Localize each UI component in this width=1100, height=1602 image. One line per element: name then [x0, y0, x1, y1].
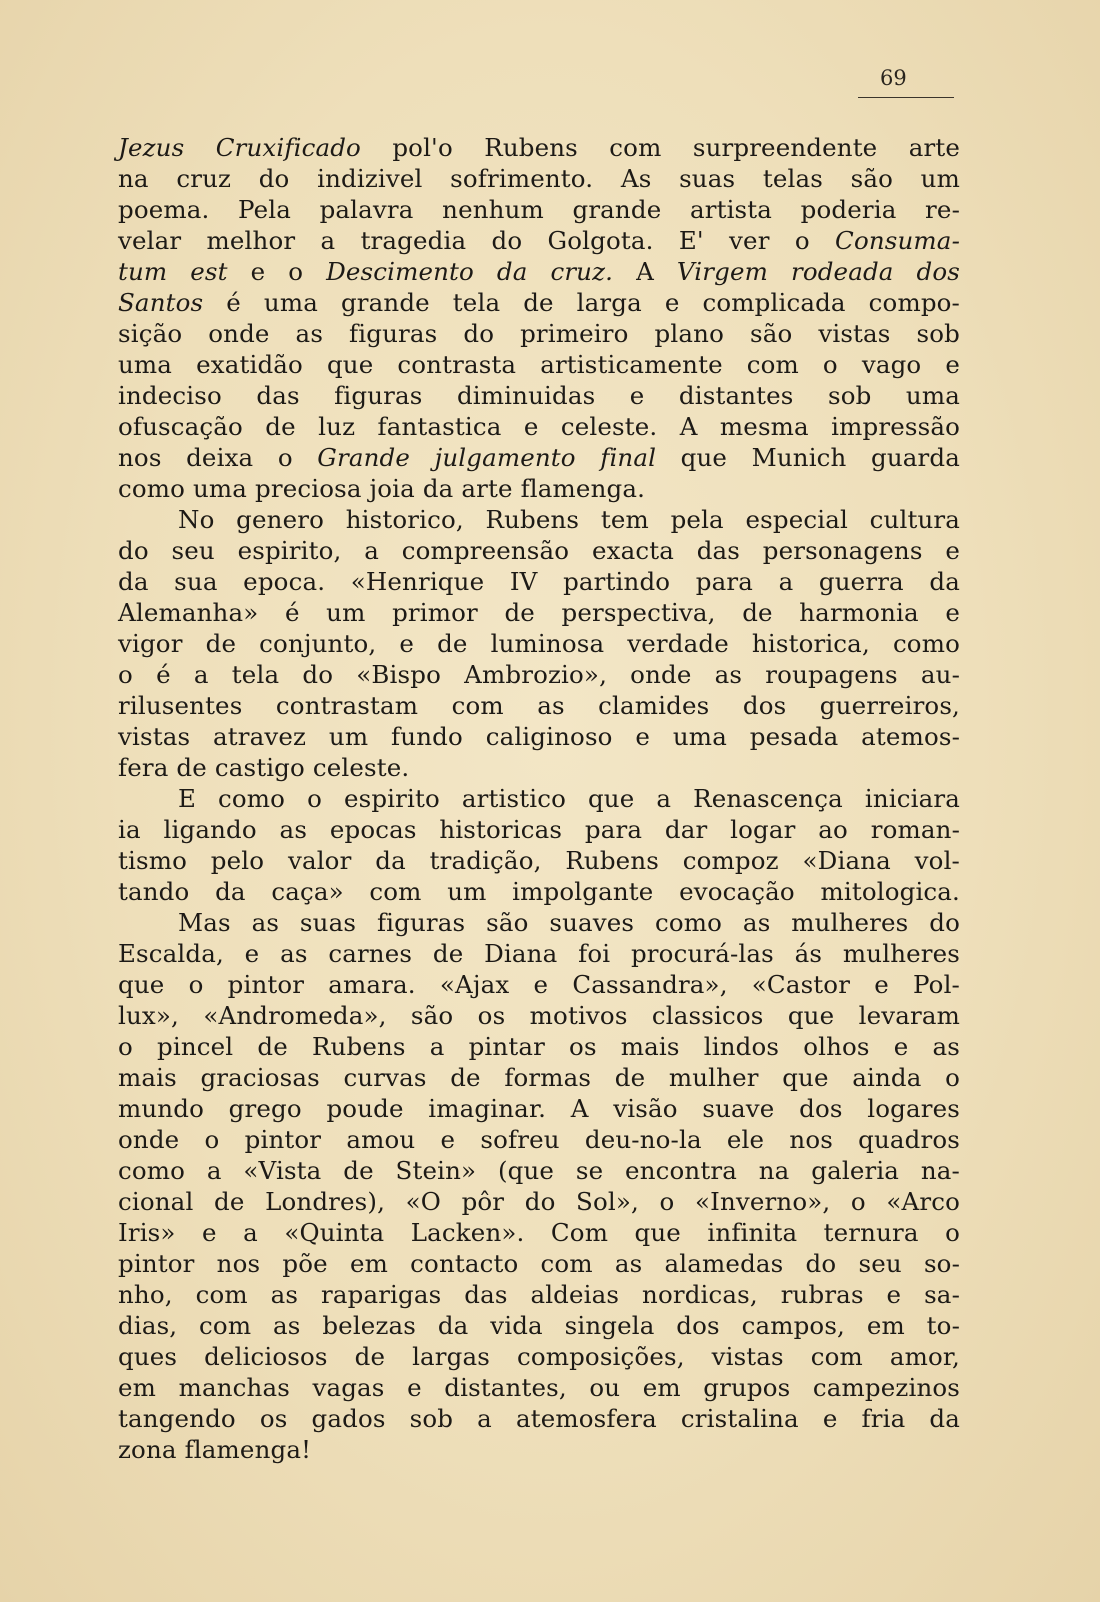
text-line — [118, 752, 960, 783]
text-line — [118, 659, 960, 690]
text-run: mundo grego poude imaginar. A visão suave dos logares — [118, 1094, 960, 1123]
text-line — [118, 1372, 960, 1403]
text-run: como a «Vista de Stein» (que se encontra na galeria na- — [118, 1156, 960, 1185]
text-run: ques deliciosos de largas composições, vistas com amor, — [118, 1342, 960, 1371]
text-run: ofuscação de luz fantastica e celeste. A mesma impressão — [118, 412, 960, 441]
text-run: que o pintor amara. «Ajax e Cassandra», «Castor e Pol- — [118, 970, 960, 999]
text-line — [118, 1062, 960, 1093]
text-run: pol'o Rubens com surpreendente arte — [360, 133, 960, 162]
text-line — [118, 1248, 960, 1279]
text-line — [118, 1124, 960, 1155]
text-run: lux», «Andromeda», são os motivos classicos que levaram — [118, 1001, 960, 1030]
page-number: 69 — [880, 66, 907, 90]
text-run: na cruz do indizivel sofrimento. As suas telas são um — [118, 164, 960, 193]
text-line — [118, 1031, 960, 1062]
text-run: tismo pelo valor da tradição, Rubens compoz «Diana vol- — [118, 846, 960, 875]
text-line — [118, 1217, 960, 1248]
text-run: No genero historico, Rubens tem pela especial cultura — [178, 505, 960, 534]
text-line — [118, 163, 960, 194]
text-run: que Munich guarda — [656, 443, 961, 472]
text-run: E como o espirito artistico que a Renascença iniciara — [178, 784, 960, 813]
text-run: nho, com as raparigas das aldeias nordicas, rubras e sa- — [118, 1280, 960, 1309]
text-run: ia ligando as epocas historicas para dar logar ao roman- — [118, 815, 960, 844]
text-run: rilusentes contrastam com as clamides dos guerreiros, — [118, 691, 960, 720]
text-line — [118, 256, 960, 287]
italic-title: Santos — [118, 288, 204, 317]
text-run: tando da caça» com um impolgante evocação mitologica. — [118, 877, 960, 906]
text-line — [118, 504, 960, 535]
text-line — [118, 1310, 960, 1341]
text-run: onde o pintor amou e sofreu deu-no-la ele nos quadros — [118, 1125, 960, 1154]
text-run: zona flamenga! — [118, 1435, 312, 1464]
text-line — [118, 194, 960, 225]
text-run: do seu espirito, a compreensão exacta das personagens e — [118, 536, 960, 565]
italic-title: Consuma- — [835, 226, 960, 255]
text-run: A — [613, 257, 677, 286]
text-line — [118, 938, 960, 969]
text-run: e o — [227, 257, 327, 286]
text-run: dias, com as belezas da vida singela dos campos, em to- — [118, 1311, 960, 1340]
text-line — [118, 318, 960, 349]
text-run: vigor de conjunto, e de luminosa verdade historica, como — [118, 629, 960, 658]
text-line — [118, 1434, 960, 1465]
text-line — [118, 411, 960, 442]
text-line — [118, 1341, 960, 1372]
italic-title: Grande julgamento final — [317, 443, 657, 472]
text-line — [118, 907, 960, 938]
text-run: fera de castigo celeste. — [118, 753, 410, 782]
text-run: vistas atravez um fundo caliginoso e uma pesada atemos- — [118, 722, 960, 751]
text-line — [118, 225, 960, 256]
italic-title: Descimento da cruz. — [326, 257, 614, 286]
text-line — [118, 1279, 960, 1310]
text-run: poema. Pela palavra nenhum grande artista poderia re- — [118, 195, 960, 224]
text-run: Escalda, e as carnes de Diana foi procurá-las ás mulheres — [118, 939, 960, 968]
text-line — [118, 132, 960, 163]
text-line — [118, 1155, 960, 1186]
text-run: em manchas vagas e distantes, ou em grupos campezinos — [118, 1373, 960, 1402]
text-run: da sua epoca. «Henrique IV partindo para a guerra da — [118, 567, 960, 596]
text-run: Iris» e a «Quinta Lacken». Com que infinita ternura o — [118, 1218, 960, 1247]
text-line — [118, 442, 960, 473]
text-line — [118, 783, 960, 814]
text-run: como uma preciosa joia da arte flamenga. — [118, 474, 646, 503]
text-line — [118, 876, 960, 907]
text-line — [118, 845, 960, 876]
text-line — [118, 1000, 960, 1031]
text-line — [118, 597, 960, 628]
text-line — [118, 535, 960, 566]
text-run: mais graciosas curvas de formas de mulher que ainda o — [118, 1063, 960, 1092]
text-run: é uma grande tela de larga e complicada compo- — [203, 288, 960, 317]
italic-title: Jezus Cruxificado — [118, 133, 361, 162]
text-run: cional de Londres), «O pôr do Sol», o «Inverno», o «Arco — [118, 1187, 960, 1216]
text-run: indeciso das figuras diminuidas e distantes sob uma — [118, 381, 960, 410]
text-line — [118, 721, 960, 752]
text-line — [118, 1186, 960, 1217]
text-run: Mas as suas figuras são suaves como as mulheres do — [178, 908, 960, 937]
text-run: Alemanha» é um primor de perspectiva, de harmonia e — [118, 598, 960, 627]
text-run: sição onde as figuras do primeiro plano são vistas sob — [118, 319, 960, 348]
text-run: pintor nos põe em contacto com as alamedas do seu so- — [118, 1249, 960, 1278]
header-rule — [858, 97, 954, 98]
text-run: tangendo os gados sob a atemosfera cristalina e fria da — [118, 1404, 960, 1433]
text-line — [118, 1093, 960, 1124]
text-line — [118, 814, 960, 845]
text-line — [118, 690, 960, 721]
text-line — [118, 349, 960, 380]
text-line — [118, 566, 960, 597]
text-line — [118, 473, 960, 504]
text-line — [118, 380, 960, 411]
body-text — [118, 132, 960, 1465]
italic-title: tum est — [118, 257, 228, 286]
text-line — [118, 628, 960, 659]
text-line — [118, 969, 960, 1000]
text-run: o é a tela do «Bispo Ambrozio», onde as roupagens au- — [118, 660, 960, 689]
text-run: velar melhor a tragedia do Golgota. E' ver o — [118, 226, 836, 255]
text-run: uma exatidão que contrasta artisticamente com o vago e — [118, 350, 960, 379]
text-run: nos deixa o — [118, 443, 318, 472]
text-line — [118, 287, 960, 318]
text-line — [118, 1403, 960, 1434]
text-run: o pincel de Rubens a pintar os mais lindos olhos e as — [118, 1032, 960, 1061]
italic-title: Virgem rodeada dos — [676, 257, 960, 286]
